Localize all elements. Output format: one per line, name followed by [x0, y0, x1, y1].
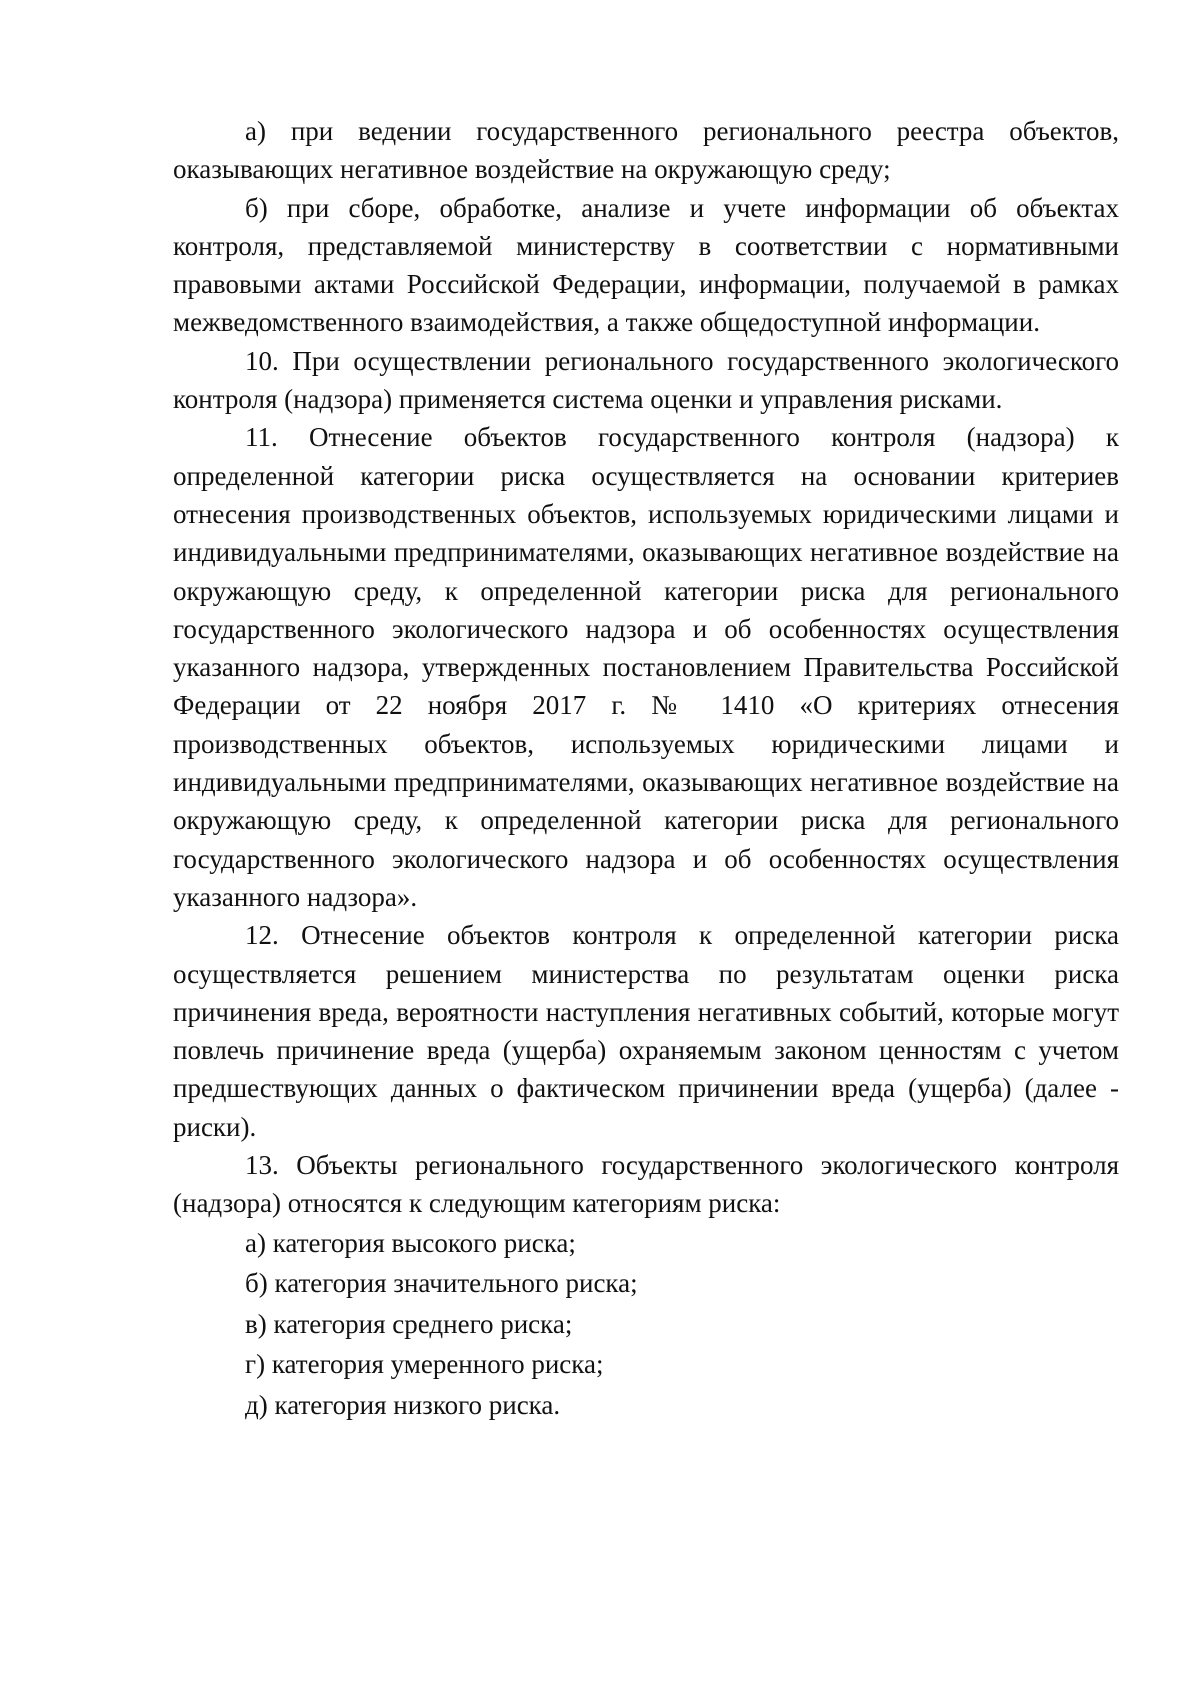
paragraph-12-risk-assignment: 12. Отнесение объектов контроля к определенной категории риска осуществляется решением министерства по результатам оценки риска причинения вреда, вероятности наступления негативных событий, которые могут повлечь причинение вреда (ущерба) охраняемым законом ценностям с учетом предшествующих данных о фактическом причинении вреда (ущерба) (далее - риски).	[173, 920, 1119, 1142]
list-item-moderate-risk: г) категория умеренного риска;	[245, 1349, 604, 1380]
paragraph-11-risk-category-criteria: 11. Отнесение объектов государственного контроля (надзора) к определенной категории риска осуществляется на основании критериев отнесения производственных объектов, используемых юридическими лицами и индивидуальными предпринимателями, оказывающих негативное воздействие на окружающую среду, к определенной категории риска для регионального государственного экологического надзора и об особенностях осуществления указанного надзора, утвержденных постановлением Правительства Российской Федерации от 22 ноября 2017 г. № 1410 «О критериях отнесения производственных объектов, используемых юридическими лицами и индивидуальными предпринимателями, оказывающих негативное воздействие на окружающую среду, к определенной категории риска для регионального государственного экологического надзора и об особенностях осуществления указанного надзора».	[173, 422, 1119, 912]
document-body	[173, 112, 1119, 1425]
list-item-medium-risk: в) категория среднего риска;	[245, 1308, 573, 1339]
paragraph-a-registry: а) при ведении государственного регионального реестра объектов, оказывающих негативное воздействие на окружающую среду;	[173, 116, 1119, 185]
paragraph-b-information: б) при сборе, обработке, анализе и учете информации об объектах контроля, представляемой министерству в соответствии с нормативными правовыми актами Российской Федерации, информации, получаемой в рамках межведомственного взаимодействия, а также общедоступной информации.	[173, 192, 1119, 338]
paragraph-10-risk-system: 10. При осуществлении регионального государственного экологического контроля (надзора) применяется система оценки и управления рисками.	[173, 345, 1119, 415]
list-item-significant-risk: б) категория значительного риска;	[245, 1268, 638, 1299]
list-item-high-risk: а) категория высокого риска;	[245, 1227, 576, 1258]
list-item-low-risk: д) категория низкого риска.	[245, 1389, 561, 1420]
paragraph-13-risk-categories-intro: 13. Объекты регионального государственного экологического контроля (надзора) относятся к следующим категориям риска:	[173, 1150, 1119, 1219]
